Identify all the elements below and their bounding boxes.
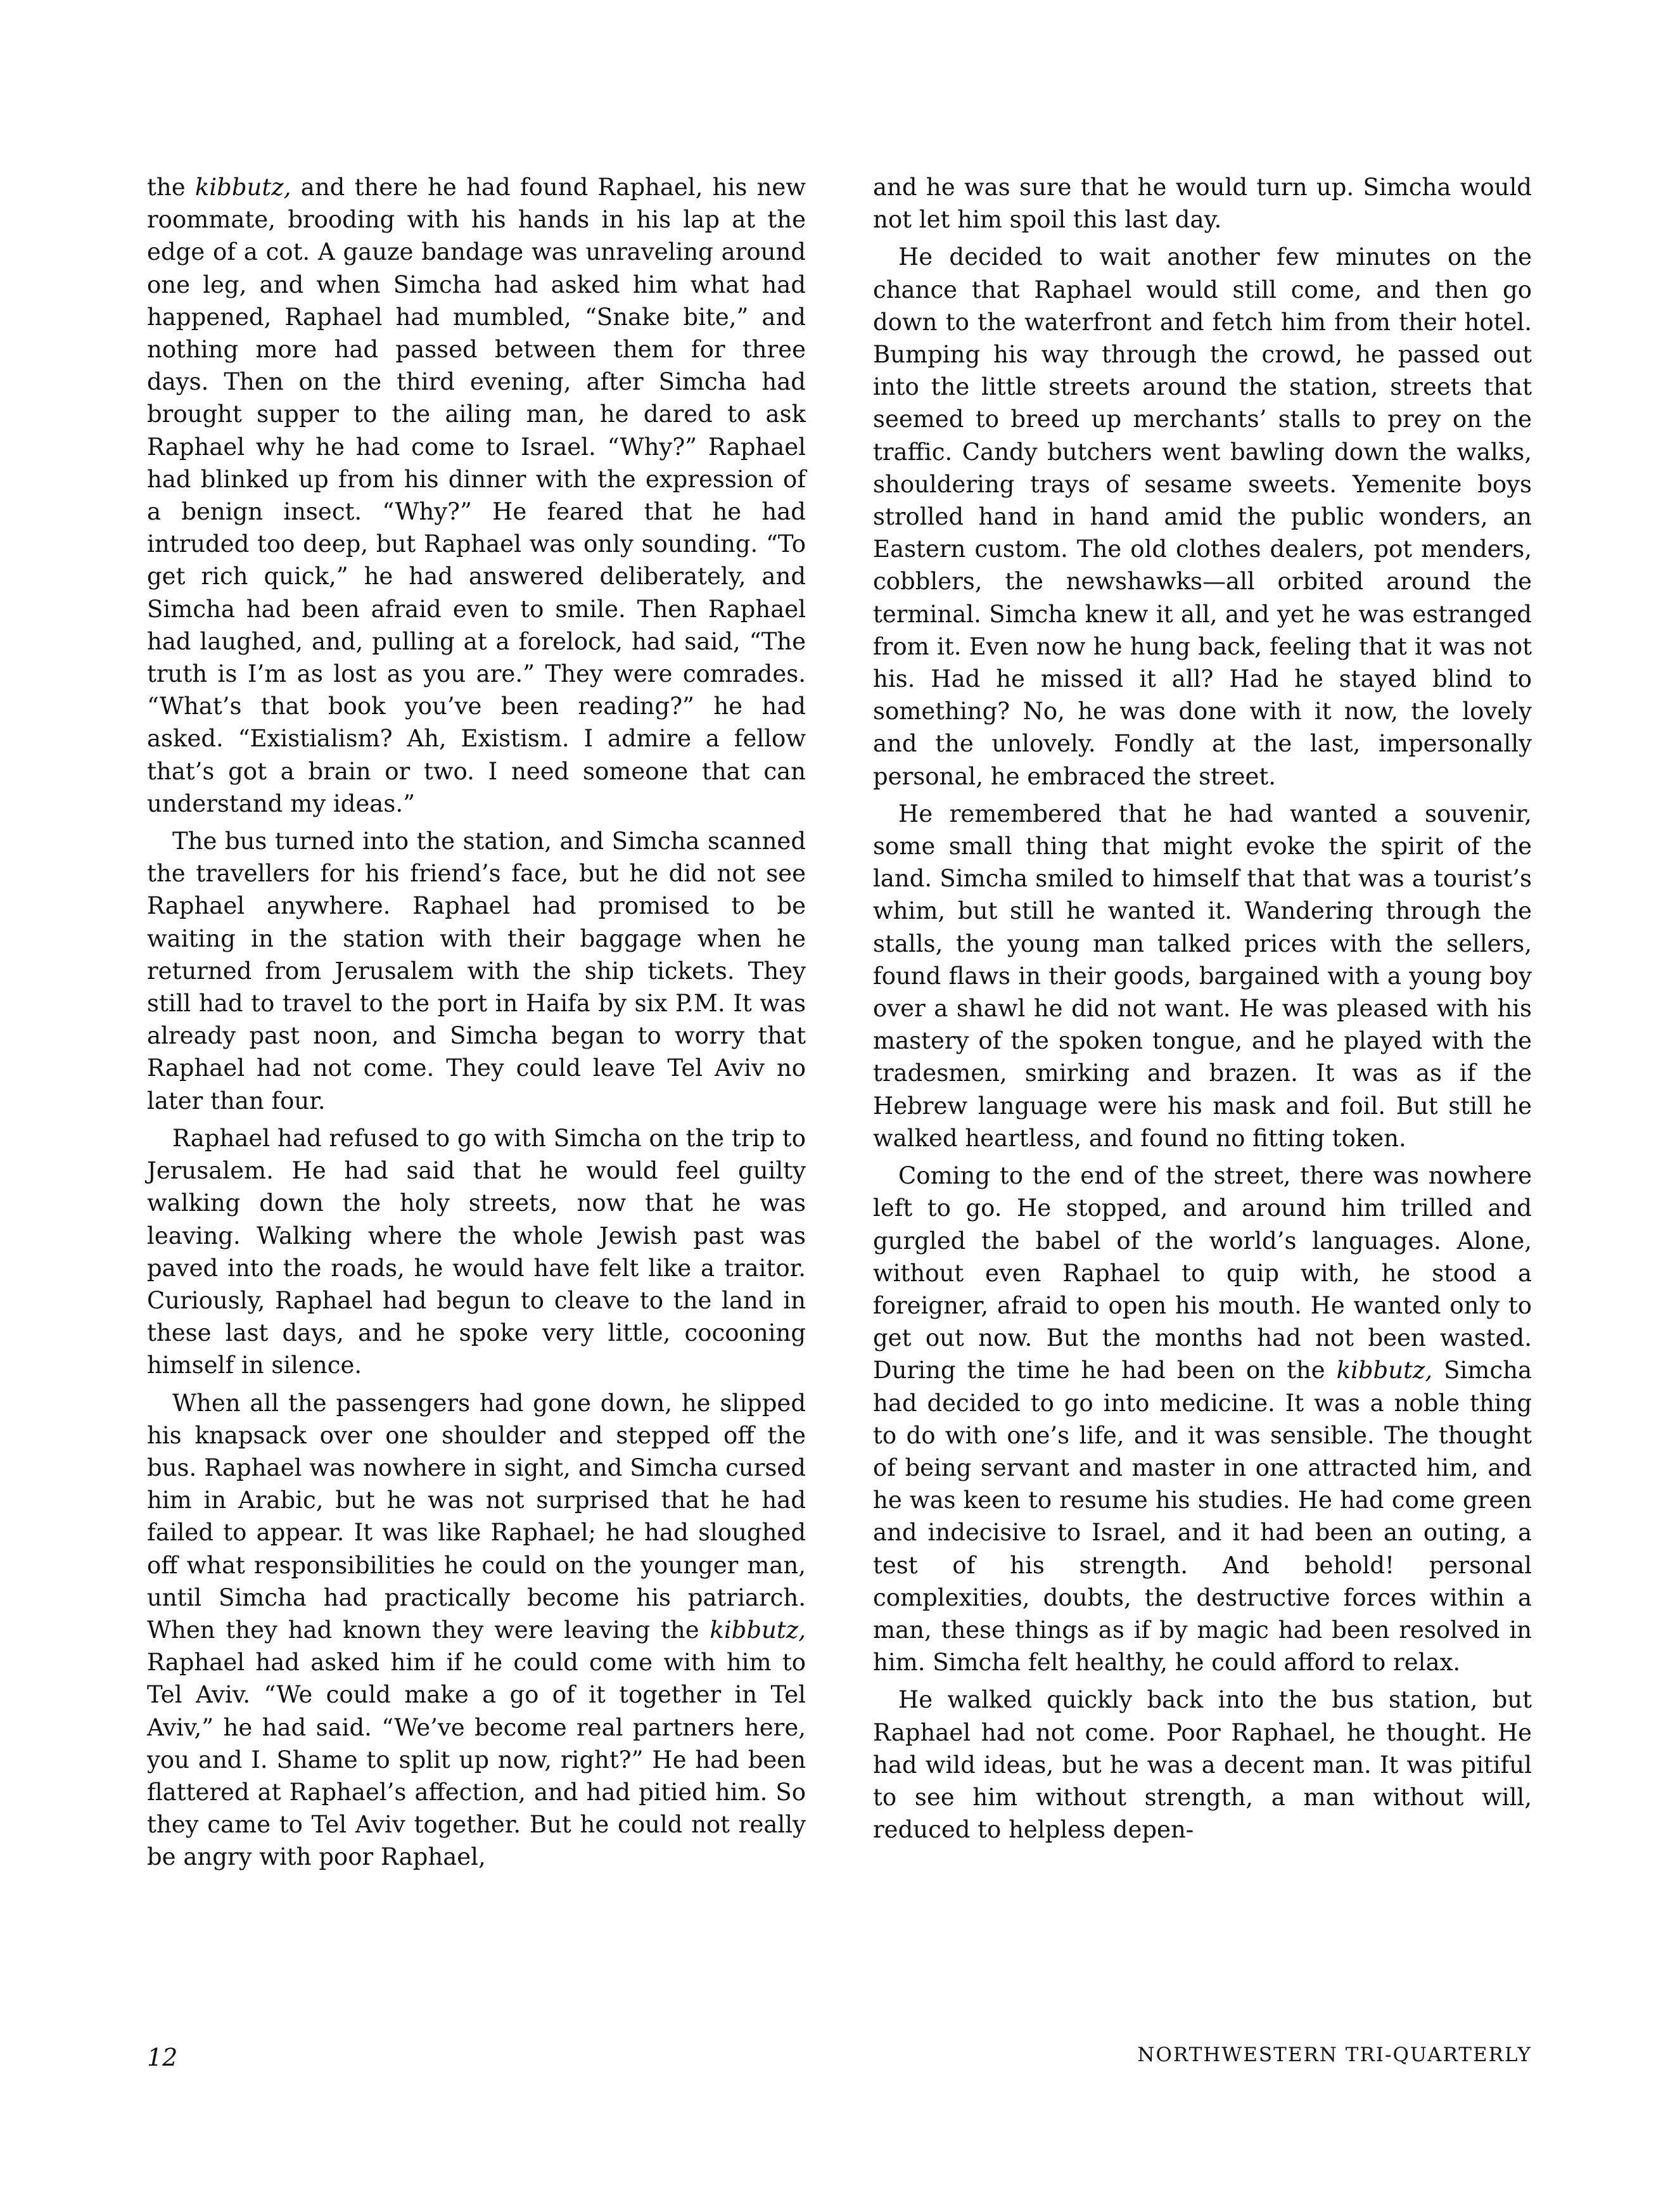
italic-term: kibbutz, [710,1616,806,1644]
left-column [147,171,806,1879]
right-column [873,171,1532,1851]
paragraph: When all the passengers had gone down, he slipped his knapsack over one shoulder and stepped off the bus. Raphael was nowhere in sight, and Simcha cursed him in Arabic, but he was not surprised that he had failed to appear. It was like Raphael; he had sloughed off what responsibilities he could on the younger man, until Simcha had practically become his patriarch. When they had known they were leaving the kibbutz, Raphael had asked him if he could come with him to Tel Aviv. “We could make a go of it together in Tel Aviv,” he had said. “We’ve become real partners here, you and I. Shame to split up now, right?” He had been flattered at Raphael’s affection, and had pitied him. So they came to Tel Aviv together. But he could not really be angry with poor Raphael, [147,1389,806,1871]
italic-term: kibbutz, [1336,1357,1433,1384]
running-head: NORTHWESTERN TRI-QUARTERLY [1137,2043,1532,2066]
paragraph: He walked quickly back into the bus station, but Raphael had not come. Poor Raphael, he thought. He had wild ideas, but he was a decent man. It was pitiful to see him without strength, a man without will, reduced to helpless depen- [873,1686,1532,1844]
paragraph: He decided to wait another few minutes on the chance that Raphael would still come, and then go down to the waterfront and fetch him from their hotel. Bumping his way through the crowd, he passed out into the little streets around the station, streets that seemed to breed up merchants’ stalls to prey on the traffic. Candy butchers went bawling down the walks, shouldering trays of sesame sweets. Yemenite boys strolled hand in hand amid the public wonders, an Eastern custom. The old clothes dealers, pot menders, cobblers, the newshawks—all orbited around the terminal. Simcha knew it all, and yet he was estranged from it. Even now he hung back, feeling that it was not his. Had he missed it all? Had he stayed blind to something? No, he was done with it now, the lovely and the unlovely. Fondly at the last, impersonally personal, he embraced the street. [873,243,1532,790]
paragraph: and he was sure that he would turn up. Simcha would not let him spoil this last day. [873,174,1532,234]
paragraph: Raphael had refused to go with Simcha on the trip to Jerusalem. He had said that he would feel guilty walking down the holy streets, now that he was leaving. Walking where the whole Jewish past was paved into the roads, he would have felt like a traitor. Curiously, Raphael had begun to cleave to the land in these last days, and he spoke very little, cocooning himself in silence. [147,1124,806,1379]
page-number: 12 [147,2043,178,2071]
paragraph: the kibbutz, and there he had found Raphael, his new roommate, brooding with his hands in his lap at the edge of a cot. A gauze bandage was unraveling around one leg, and when Simcha had asked him what had happened, Raphael had mumbled, “Snake bite,” and nothing more had passed between them for three days. Then on the third evening, after Simcha had brought supper to the ailing man, he dared to ask Raphael why he had come to Israel. “Why?” Raphael had blinked up from his dinner with the expression of a benign insect. “Why?” He feared that he had intruded too deep, but Raphael was only sounding. “To get rich quick,” he had answered deliberately, and Simcha had been afraid even to smile. Then Raphael had laughed, and, pulling at a forelock, had said, “The truth is I’m as lost as you are.” They were comrades. “What’s that book you’ve been reading?” he had asked. “Existialism? Ah, Existism. I admire a fellow that’s got a brain or two. I need someone that can understand my ideas.” [147,174,806,817]
paragraph: Coming to the end of the street, there was nowhere left to go. He stopped, and around him trilled and gurgled the babel of the world’s languages. Alone, without even Raphael to quip with, he stood a foreigner, afraid to open his mouth. He wanted only to get out now. But the months had not been wasted. During the time he had been on the kibbutz, Simcha had decided to go into medicine. It was a noble thing to do with one’s life, and it was sensible. The thought of being servant and master in one attracted him, and he was keen to resume his studies. He had come green and indecisive to Israel, and it had been an outing, a test of his strength. And behold! personal complexities, doubts, the destructive forces within a man, these things as if by magic had been resolved in him. Simcha felt healthy, he could afford to relax. [873,1162,1532,1677]
paragraph: He remembered that he had wanted a souvenir, some small thing that might evoke the spirit of the land. Simcha smiled to himself that that was a tourist’s whim, but still he wanted it. Wandering through the stalls, the young man talked prices with the sellers, found flaws in their goods, bargained with a young boy over a shawl he did not want. He was pleased with his mastery of the spoken tongue, and he played with the tradesmen, smirking and brazen. It was as if the Hebrew language were his mask and foil. But still he walked heartless, and found no fitting token. [873,800,1532,1152]
paragraph: The bus turned into the station, and Simcha scanned the travellers for his friend’s face, but he did not see Raphael anywhere. Raphael had promised to be waiting in the station with their baggage when he returned from Jerusalem with the ship tickets. They still had to travel to the port in Haifa by six P.M. It was already past noon, and Simcha began to worry that Raphael had not come. They could leave Tel Aviv no later than four. [147,828,806,1115]
italic-term: kibbutz, [194,174,291,201]
